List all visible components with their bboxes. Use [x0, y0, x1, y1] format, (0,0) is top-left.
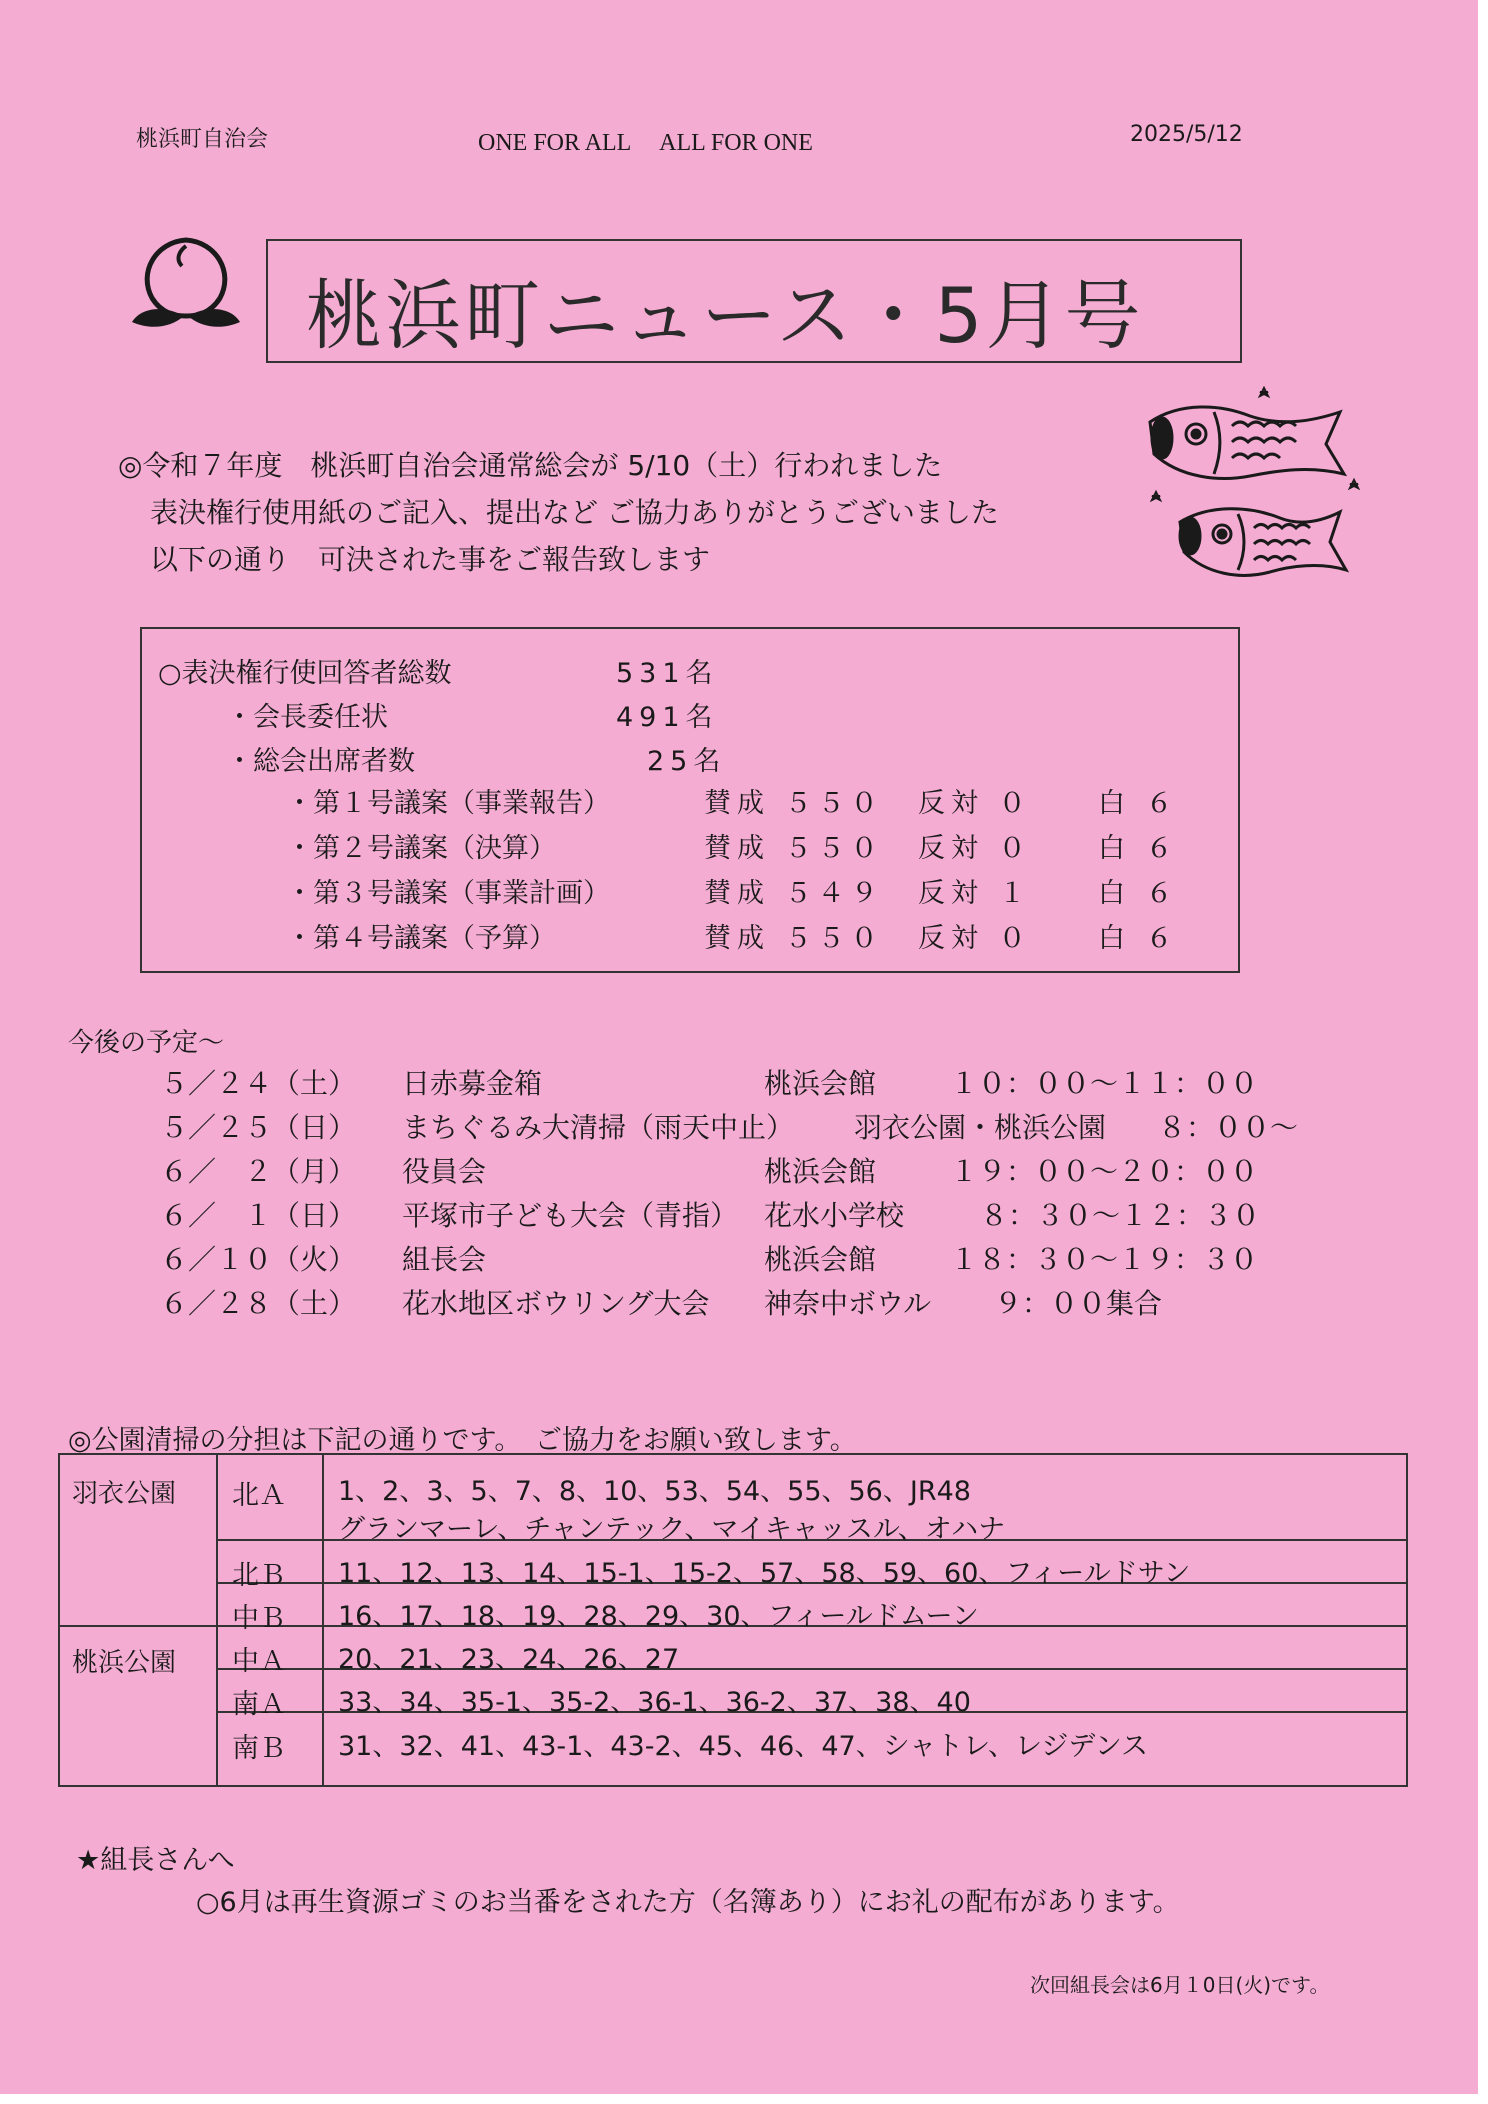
schedule-time: １８：３０～１９：３０ — [950, 1243, 1259, 1276]
schedule-time: １０：００～１１：００ — [950, 1067, 1259, 1100]
issue-date: 2025/5/12 — [1130, 122, 1243, 147]
proxy-value: 491名 — [616, 702, 719, 733]
peach-icon — [126, 226, 246, 338]
agenda-yes: 賛成 ５４９ — [704, 878, 884, 909]
schedule-event: 日赤募金箱 — [402, 1067, 543, 1100]
agenda-no: 反対 ０ — [918, 833, 1032, 864]
page-title: 桃浜町ニュース・5月号 — [306, 271, 1144, 360]
schedule-place: 神奈中ボウル — [764, 1287, 932, 1320]
schedule-place: 桃浜会館 — [764, 1067, 877, 1100]
agenda-label: ・第２号議案（決算） — [286, 833, 556, 864]
agenda-blank: 白 ６ — [1098, 923, 1179, 954]
total-value: 531名 — [616, 658, 719, 689]
total-label: ○表決権行使回答者総数 — [158, 658, 452, 689]
intro-line-1: ◎令和７年度 桃浜町自治会通常総会が 5/10（土）行われました — [118, 449, 943, 482]
schedule-date: ６／ ２（月） — [160, 1155, 357, 1188]
attend-value: 25名 — [647, 746, 727, 777]
table-divider — [216, 1455, 218, 1785]
agenda-no: 反対 ０ — [918, 788, 1032, 819]
schedule-event: 平塚市子ども大会（青指） — [402, 1199, 739, 1232]
intro-line-2: 表決権行使用紙のご記入、提出など ご協力ありがとうございました — [150, 496, 999, 529]
parks-heading: ◎公園清掃の分担は下記の通りです。 ご協力をお願い致します。 — [68, 1425, 857, 1456]
schedule-time: ８：３０～１２：３０ — [980, 1199, 1261, 1232]
org-name: 桃浜町自治会 — [136, 127, 269, 152]
title-box — [266, 239, 1242, 363]
area-label: 南Ｂ — [232, 1733, 286, 1764]
area-blocks: 33、34、35-1、35-2、36-1、36-2、37、38、40 — [338, 1687, 971, 1718]
agenda-yes: 賛成 ５５０ — [704, 923, 884, 954]
attend-label: ・総会出席者数 — [226, 746, 415, 777]
schedule-time: ８：００～ — [1158, 1111, 1299, 1144]
agenda-blank: 白 ６ — [1098, 788, 1179, 819]
agenda-label: ・第３号議案（事業計画） — [286, 878, 610, 909]
area-blocks-2: グランマーレ、チャンテック、マイキャッスル、オハナ — [338, 1514, 1006, 1545]
footer-note: 次回組長会は6月１0日(火)です。 — [1030, 1973, 1330, 1997]
schedule-event: 組長会 — [402, 1243, 487, 1276]
koinobori-icon — [1140, 382, 1360, 602]
schedule-event: 役員会 — [402, 1155, 487, 1188]
agenda-label: ・第４号議案（予算） — [286, 923, 556, 954]
area-blocks: 31、32、41、43-1、43-2、45、46、47、シャトレ、レジデンス — [338, 1731, 1148, 1762]
agenda-blank: 白 ６ — [1098, 833, 1179, 864]
area-label: 北Ａ — [232, 1480, 286, 1511]
schedule-date: ５／２５（日） — [160, 1111, 357, 1144]
schedule-place: 桃浜会館 — [764, 1243, 877, 1276]
table-divider — [322, 1455, 324, 1785]
proxy-label: ・会長委任状 — [226, 702, 388, 733]
area-blocks: 20、21、23、24、26、27 — [338, 1644, 680, 1675]
agenda-yes: 賛成 ５５０ — [704, 788, 884, 819]
area-label: 北Ｂ — [232, 1560, 286, 1591]
park-assignment-table — [58, 1453, 1408, 1787]
schedule-place: 花水小学校 — [764, 1199, 905, 1232]
schedule-place: 羽衣公園・桃浜公園 — [854, 1111, 1107, 1144]
area-label: 南Ａ — [232, 1689, 286, 1720]
notice-text: ○6月は再生資源ゴミのお当番をされた方（名簿あり）にお礼の配布があります。 — [196, 1887, 1180, 1918]
area-label: 中Ａ — [232, 1646, 286, 1677]
schedule-date: ５／２４（土） — [160, 1067, 357, 1100]
schedule-place: 桃浜会館 — [764, 1155, 877, 1188]
park-name: 羽衣公園 — [72, 1479, 177, 1509]
schedule-time: ９：００集合 — [994, 1287, 1163, 1320]
schedule-date: ６／１０（火） — [160, 1243, 357, 1276]
area-label: 中Ｂ — [232, 1603, 286, 1634]
notice-heading: ★組長さんへ — [76, 1845, 235, 1876]
agenda-no: 反対 ０ — [918, 923, 1032, 954]
area-blocks: 11、12、13、14、15-1、15-2、57、58、59、60、フィールドサン — [338, 1558, 1191, 1589]
schedule-date: ６／２８（土） — [160, 1287, 357, 1320]
intro-line-3: 以下の通り 可決された事をご報告致します — [150, 543, 711, 576]
schedule-time: １９：００～２０：００ — [950, 1155, 1259, 1188]
vote-results-box — [140, 627, 1240, 973]
schedule-event: まちぐるみ大清掃（雨天中止） — [402, 1111, 795, 1144]
agenda-blank: 白 ６ — [1098, 878, 1179, 909]
slogan: ONE FOR ALL ALL FOR ONE — [478, 130, 813, 156]
area-blocks: 1、2、3、5、7、8、10、53、54、55、56、JR48 — [338, 1476, 971, 1507]
area-blocks: 16、17、18、19、28、29、30、フィールドムーン — [338, 1601, 979, 1632]
agenda-yes: 賛成 ５５０ — [704, 833, 884, 864]
park-name: 桃浜公園 — [72, 1648, 177, 1678]
schedule-event: 花水地区ボウリング大会 — [402, 1287, 710, 1320]
schedule-heading: 今後の予定～ — [68, 1028, 225, 1058]
agenda-label: ・第１号議案（事業報告） — [286, 788, 610, 819]
schedule-date: ６／ １（日） — [160, 1199, 357, 1232]
agenda-no: 反対 １ — [918, 878, 1032, 909]
